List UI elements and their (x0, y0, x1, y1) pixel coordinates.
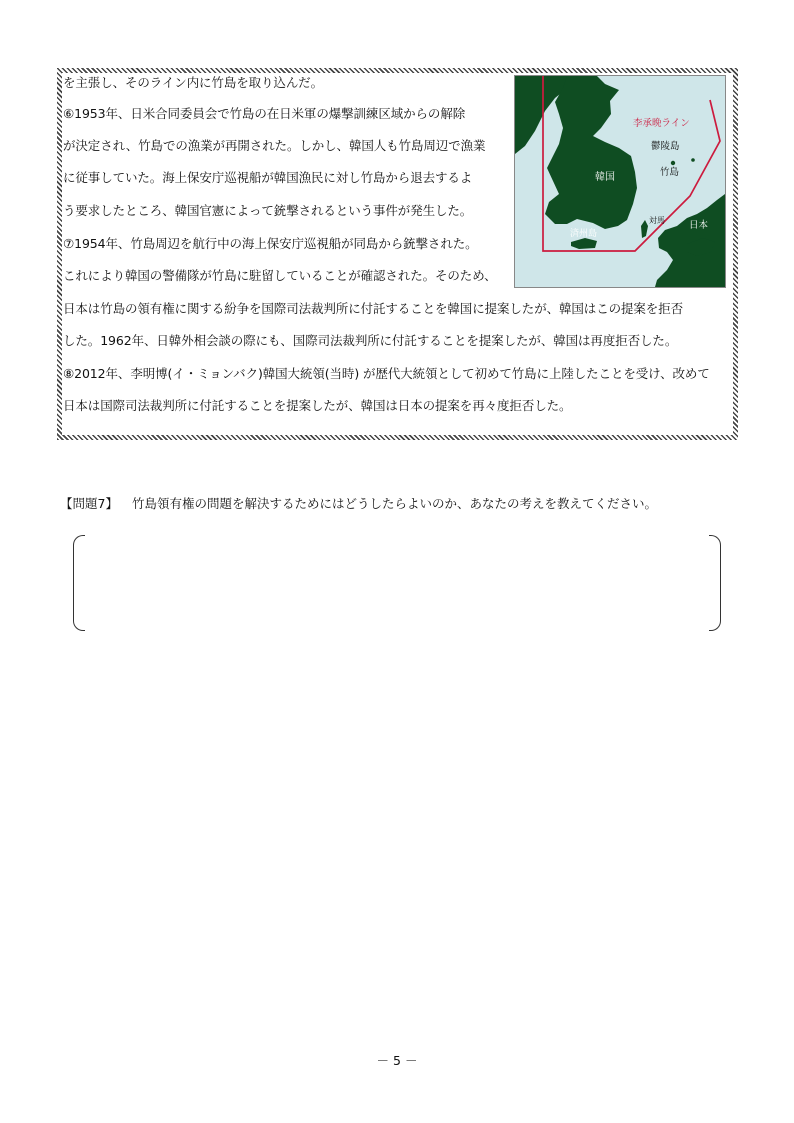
question-7 (60, 496, 657, 512)
reading-line-2: ⑥1953年、日米合同委員会で竹島の在日米軍の爆撃訓練区域からの解除 (63, 106, 466, 121)
question-7-answer-box[interactable] (73, 535, 721, 633)
reading-line-10: ⑧2012年、李明博(イ・ミョンバク)韓国大統領(当時) が歴代大統領として初めて竹島に上陸したことを受け、改めて (63, 366, 710, 381)
map-graphic (515, 76, 725, 287)
map-label-jejudo: 済州島 (570, 229, 598, 239)
takeshima-dot (691, 158, 695, 162)
map-label-japan: 日本 (689, 220, 709, 231)
map-label-korea: 韓国 (595, 172, 615, 183)
reading-line-7: これにより韓国の警備隊が竹島に駐留していることが確認された。そのため、 (63, 268, 497, 283)
answer-box-right-bracket (709, 535, 721, 631)
reading-line-6: ⑦1954年、竹島周辺を航行中の海上保安庁巡視船が同島から銃撃された。 (63, 236, 478, 251)
map-label-ulleungdo: 鬱陵島 (651, 141, 680, 152)
map-label-takeshima: 竹島 (660, 167, 680, 178)
map-label-line: 李承晩ライン (633, 118, 690, 129)
reading-line-8: 日本は竹島の領有権に関する紛争を国際司法裁判所に付託することを韓国に提案したが、韓国はこの提案を拒否 (63, 301, 684, 316)
reading-line-4: に従事していた。海上保安庁巡視船が韓国漁民に対し竹島から退去するよ (63, 170, 473, 185)
ulleungdo-dot (671, 161, 675, 165)
reading-line-3: が決定され、竹島での漁業が再開された。しかし、韓国人も竹島周辺で漁業 (63, 138, 486, 153)
reading-line-11: 日本は国際司法裁判所に付託することを提案したが、韓国は日本の提案を再々度拒否した。 (63, 398, 572, 413)
answer-box-left-bracket (73, 535, 85, 631)
reading-line-1: を主張し、そのライン内に竹島を取り込んだ。 (63, 75, 324, 90)
reading-line-9: した。1962年、日韓外相会談の際にも、国際司法裁判所に付託することを提案したが、韓国は再度拒否した。 (63, 333, 678, 348)
reading-line-5: う要求したところ、韓国官憲によって銃撃されるという事件が発生した。 (63, 203, 473, 218)
page-number: － 5 － (376, 1053, 418, 1068)
syngman-rhee-line-map (514, 75, 726, 288)
question-7-text: 竹島領有権の問題を解決するためにはどうしたらよいのか、あなたの考えを教えてください。 (131, 496, 657, 511)
question-7-label: 【問題7】 (60, 496, 118, 511)
map-label-tsushima: 対馬 (649, 216, 665, 225)
